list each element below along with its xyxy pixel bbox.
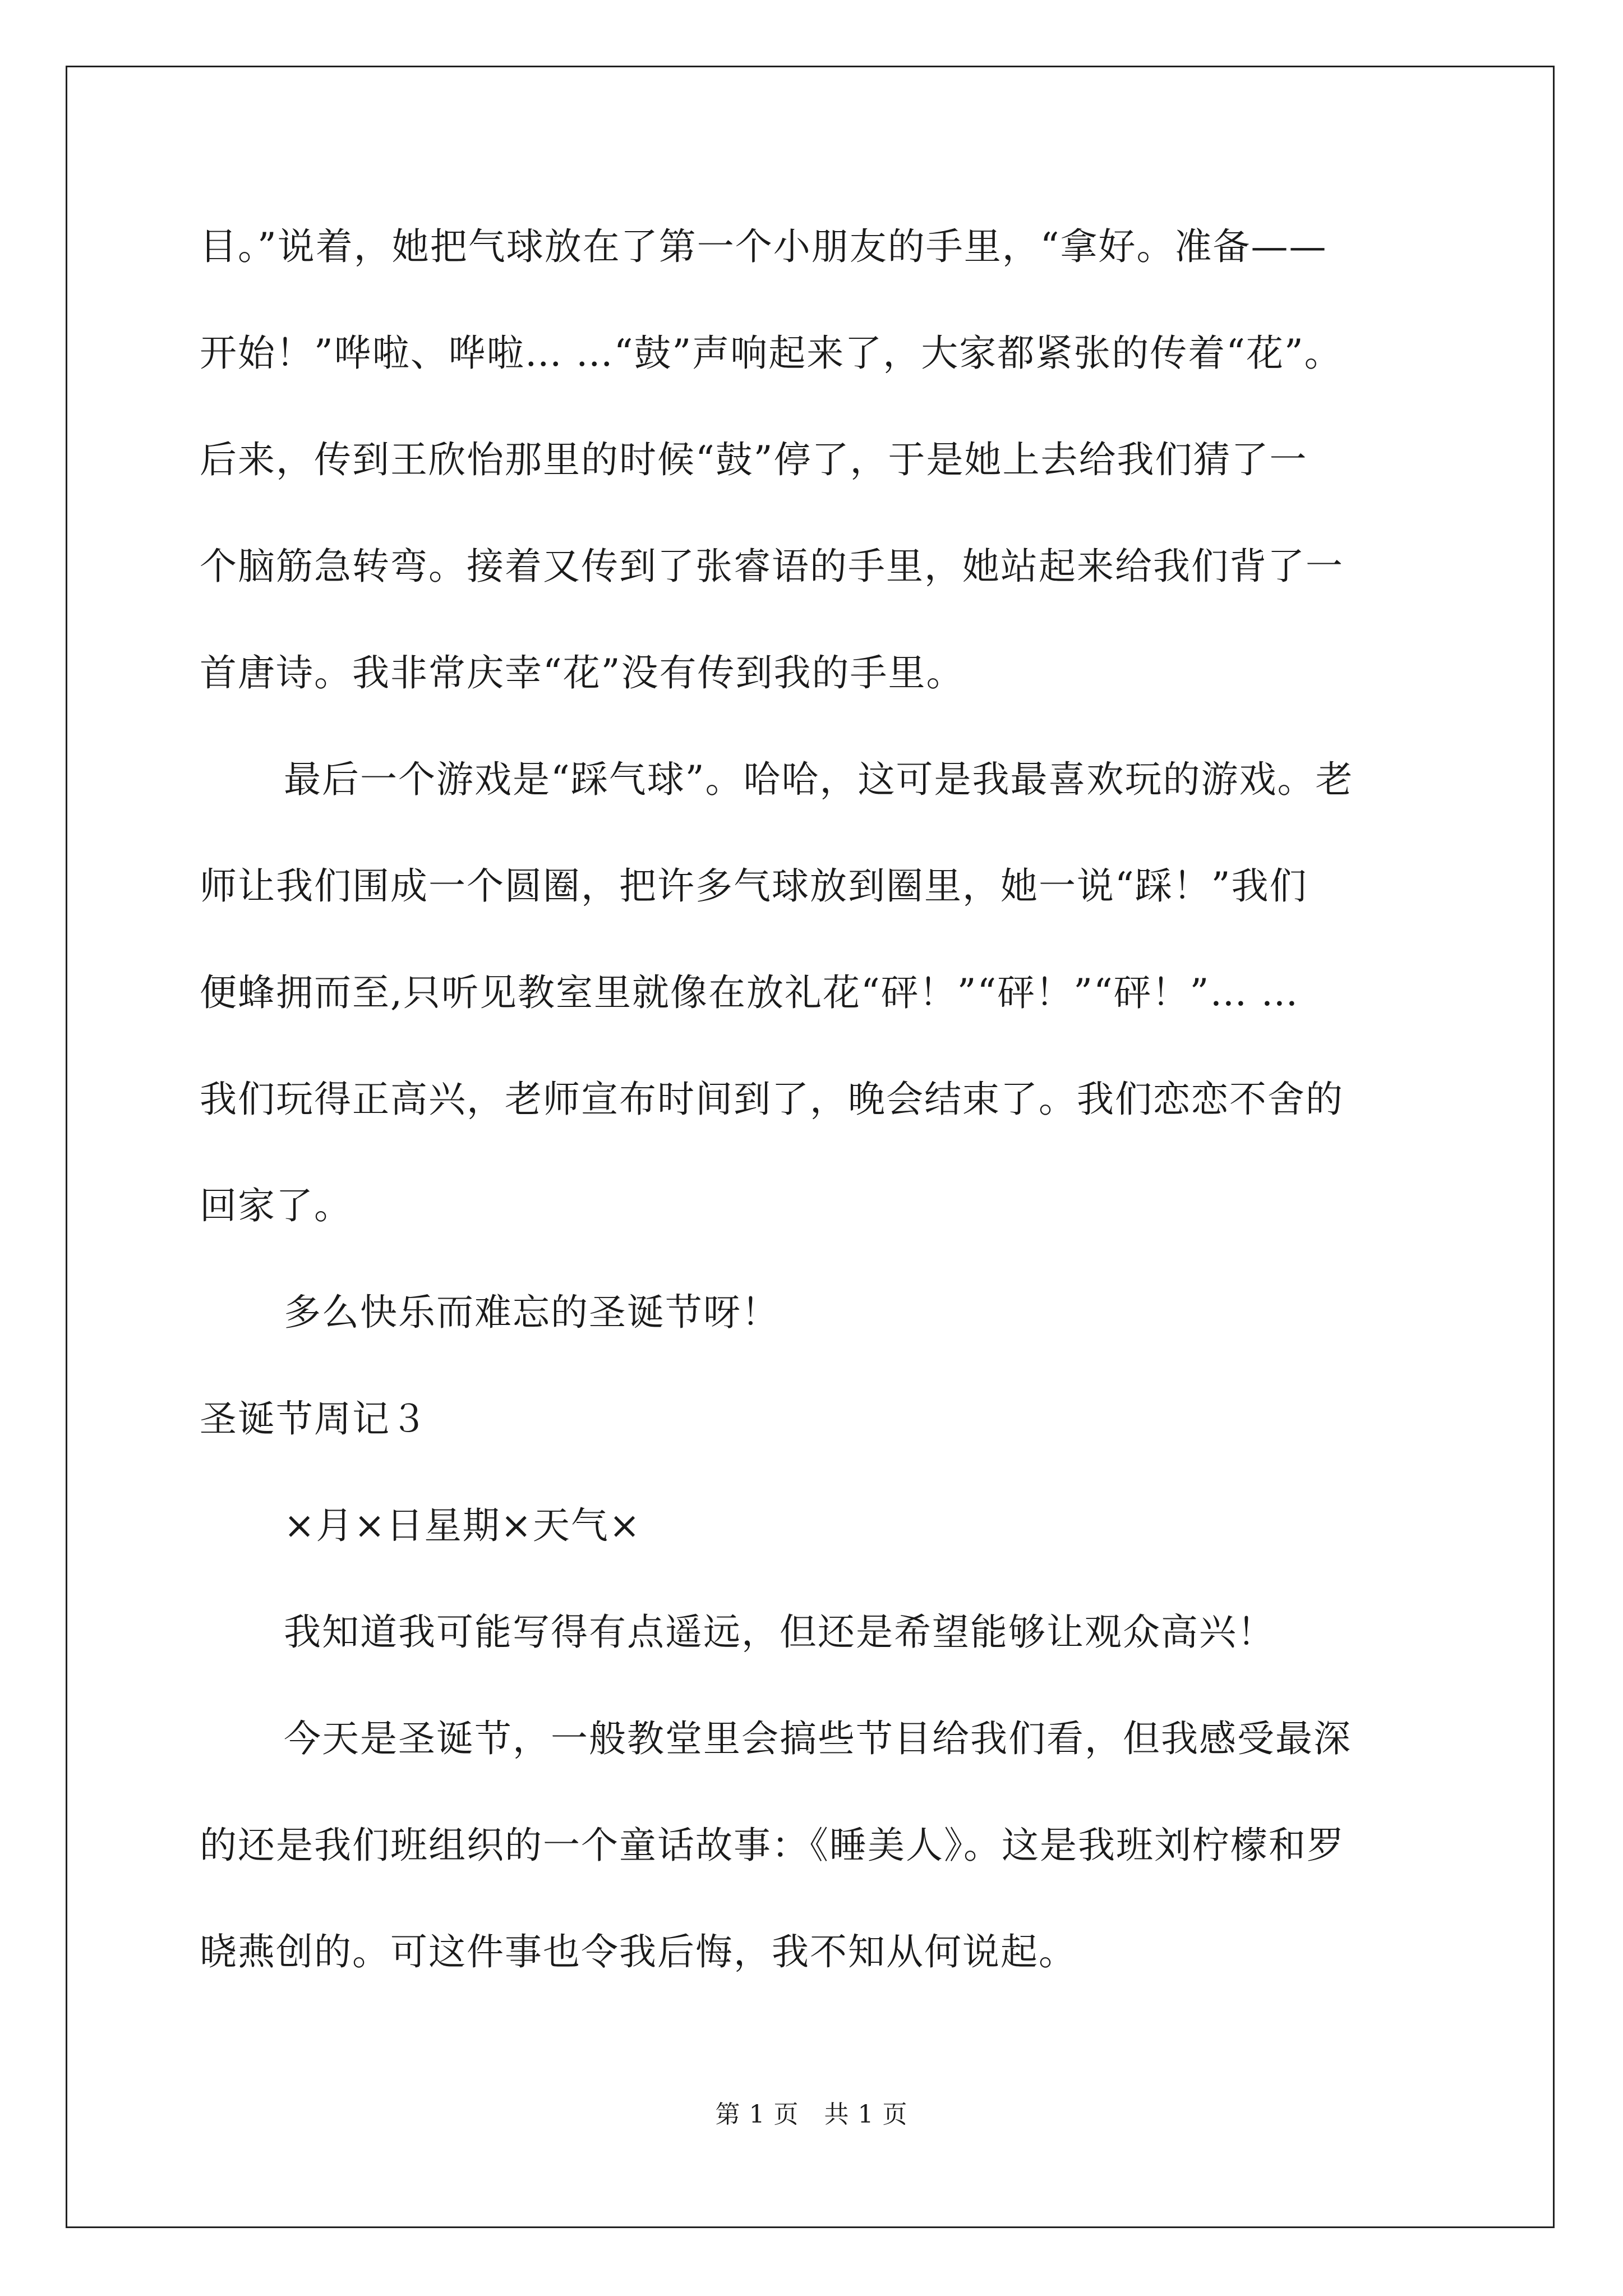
text-line: 我们玩得正高兴，老师宣布时间到了，晚会结束了。我们恋恋不舍的 xyxy=(200,1078,1344,1121)
document-body xyxy=(200,194,1431,2005)
text-line: 今天是圣诞节，一般教堂里会搞些节目给我们看，但我感受最深 xyxy=(284,1717,1352,1760)
page-number: 第 1 页 xyxy=(715,2100,799,2129)
text-line: 目。”说着，她把气球放在了第一个小朋友的手里，“拿好。准备—— xyxy=(200,225,1327,268)
text-line: 师让我们围成一个圆圈，把许多气球放到圈里，她一说“踩！”我们 xyxy=(200,864,1308,908)
text-line: 晓燕创的。可这件事也令我后悔，我不知从何说起。 xyxy=(200,1930,1077,1973)
date-weather-line: ×月×日星期×天气× xyxy=(284,1504,642,1547)
text-line: 便蜂拥而至,只听见教室里就像在放礼花“砰！”“砰！”“砰！”… … xyxy=(200,971,1299,1014)
text-line: 首唐诗。我非常庆幸“花”没有传到我的手里。 xyxy=(200,651,965,694)
text-line: 最后一个游戏是“踩气球”。哈哈，这可是我最喜欢玩的游戏。老 xyxy=(284,758,1354,801)
section-heading: 圣诞节周记３ xyxy=(200,1397,428,1441)
text-line: 我知道我可能写得有点遥远，但还是希望能够让观众高兴！ xyxy=(284,1611,1275,1654)
text-line: 个脑筋急转弯。接着又传到了张睿语的手里，她站起来给我们背了一 xyxy=(200,545,1344,588)
page-footer xyxy=(0,2098,1623,2132)
text-line: 开始！”哗啦、哗啦… …“鼓”声响起来了，大家都紧张的传着“花”。 xyxy=(200,332,1343,375)
text-line: 的还是我们班组织的一个童话故事：《睡美人》。这是我班刘柠檬和罗 xyxy=(200,1824,1345,1867)
text-line: 多么快乐而难忘的圣诞节呀！ xyxy=(284,1291,780,1334)
page-total: 共 1 页 xyxy=(824,2100,908,2129)
text-line: 后来，传到王欣怡那里的时候“鼓”停了，于是她上去给我们猜了一 xyxy=(200,438,1308,481)
text-line: 回家了。 xyxy=(200,1184,352,1227)
